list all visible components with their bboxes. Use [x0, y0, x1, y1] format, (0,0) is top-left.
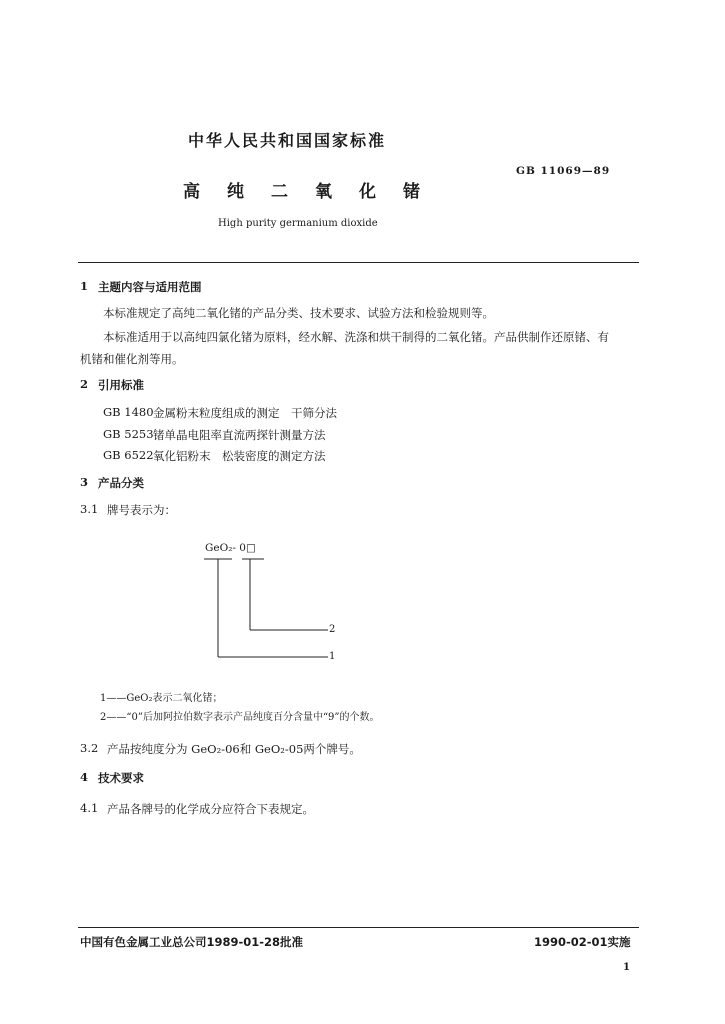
reference-title: 金属粉末粒度组成的测定 干筛分法 — [153, 406, 337, 420]
section-1-paragraph-2: 本标准适用于以高纯四氯化锗为原料，经水解、洗涤和烘干制得的二氧化锗。产品供制作还原锗、有 — [103, 330, 609, 344]
section-3-1-number: 3.1 — [80, 502, 99, 516]
reference-code: GB 6522 — [103, 448, 154, 462]
section-2-number: 2 — [80, 377, 89, 391]
reference-title: 锗单晶电阻率直流两探针测量方法 — [153, 428, 326, 442]
section-1-paragraph-2-cont: 机锗和催化剂等用。 — [80, 352, 184, 366]
section-1-number: 1 — [80, 279, 89, 293]
title-char: 纯 — [227, 182, 244, 202]
section-1-paragraph-1: 本标准规定了高纯二氧化锗的产品分类、技术要求、试验方法和检验规则等。 — [103, 306, 494, 320]
english-title: High purity germanium dioxide — [218, 218, 378, 229]
section-4-heading: 技术要求 — [98, 771, 144, 785]
diagram-label-2: 2 — [329, 624, 336, 635]
diagram-note-2: 2——“0”后加阿拉伯数字表示产品纯度百分含量中“9”的个数。 — [100, 712, 380, 723]
standard-number: GB 11069—89 — [516, 165, 611, 177]
effective-date: 1990-02-01实施 — [534, 935, 631, 949]
section-3-heading: 产品分类 — [98, 476, 144, 490]
header-divider — [78, 262, 639, 263]
section-3-2-number: 3.2 — [80, 741, 99, 755]
grade-diagram — [200, 555, 340, 670]
page-number: 1 — [623, 962, 630, 973]
title-char: 锗 — [403, 182, 420, 202]
national-standard-title: 中华人民共和国国家标准 — [188, 131, 387, 150]
approval-line: 中国有色金属工业总公司1989-01-28批准 — [80, 935, 304, 949]
title-char: 二 — [271, 182, 288, 202]
title-char: 氧 — [315, 182, 332, 202]
section-4-1-text: 产品各牌号的化学成分应符合下表规定。 — [107, 802, 314, 816]
section-1-heading: 主题内容与适用范围 — [98, 280, 202, 294]
reference-code: GB 5253 — [103, 427, 154, 441]
section-4-number: 4 — [80, 770, 89, 784]
reference-title: 氧化铝粉末 松装密度的测定方法 — [153, 449, 326, 463]
section-4-1-number: 4.1 — [80, 801, 99, 815]
title-char: 化 — [359, 182, 376, 202]
diagram-note-1: 1——GeO₂表示二氧化锗； — [100, 693, 223, 704]
section-3-number: 3 — [80, 475, 89, 489]
section-3-1-text: 牌号表示为： — [107, 503, 176, 517]
grade-formula: GeO₂- 0□ — [205, 542, 256, 554]
diagram-label-1: 1 — [329, 651, 336, 662]
title-char: 高 — [183, 182, 200, 202]
footer-divider — [78, 927, 639, 928]
section-3-2-text: 产品按纯度分为 GeO₂-06和 GeO₂-05两个牌号。 — [107, 742, 361, 756]
section-2-heading: 引用标准 — [98, 378, 144, 392]
reference-code: GB 1480 — [103, 405, 154, 419]
